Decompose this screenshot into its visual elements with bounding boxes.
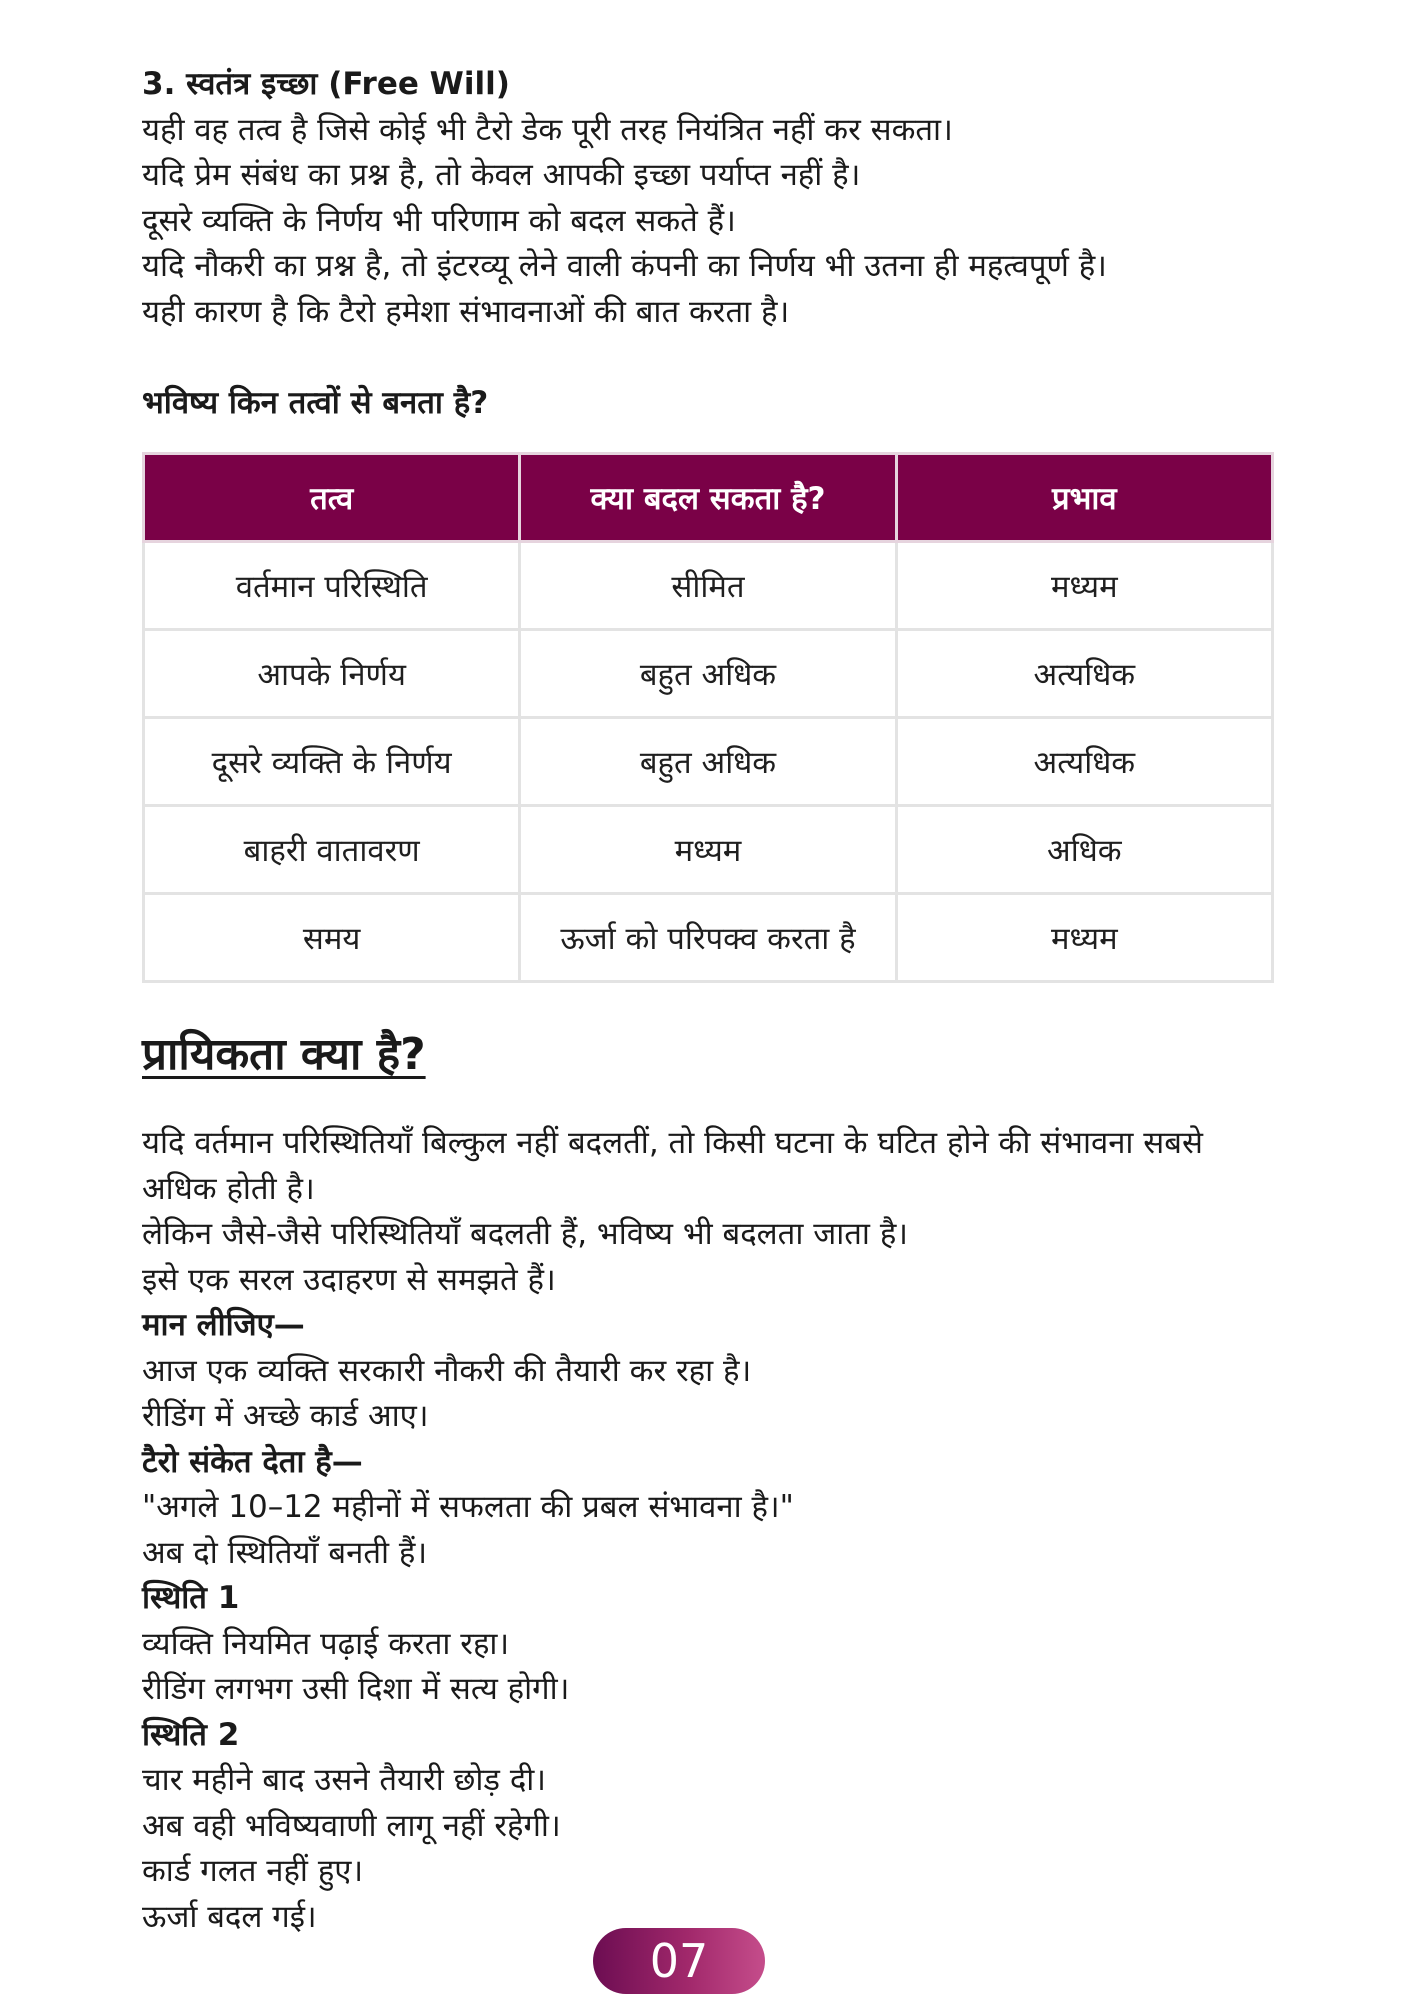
table-cell: मध्यम bbox=[520, 806, 896, 894]
case-1-line-2: रीडिंग लगभग उसी दिशा में सत्य होगी। bbox=[142, 1671, 570, 1707]
probability-line-2: लेकिन जैसे-जैसे परिस्थितियाँ बदलती हैं, भविष्य भी बदलता जाता है। bbox=[142, 1216, 909, 1252]
table-row bbox=[144, 542, 1273, 630]
table-header-changeable: क्या बदल सकता है? bbox=[520, 454, 896, 542]
free-will-line-2: यदि प्रेम संबंध का प्रश्न है, तो केवल आपकी इच्छा पर्याप्त नहीं है। bbox=[142, 157, 861, 193]
probability-paragraph: यदि वर्तमान परिस्थितियाँ बिल्कुल नहीं बदलतीं, तो किसी घटना के घटित होने की संभावना सबसे अधिक होती है। bbox=[142, 1125, 1203, 1207]
free-will-line-5: यही कारण है कि टैरो हमेशा संभावनाओं की बात करता है। bbox=[142, 293, 790, 330]
table-cell: दूसरे व्यक्ति के निर्णय bbox=[144, 718, 520, 806]
table-cell: बहुत अधिक bbox=[520, 718, 896, 806]
assume-label: मान लीजिए— bbox=[142, 1307, 305, 1343]
free-will-title: 3. स्वतंत्र इच्छा (Free Will) bbox=[142, 66, 510, 102]
case-2-line-3: कार्ड गलत नहीं हुए। bbox=[142, 1853, 364, 1889]
table-cell: अत्यधिक bbox=[896, 718, 1272, 806]
table-row bbox=[144, 806, 1273, 894]
table-cell: बहुत अधिक bbox=[520, 630, 896, 718]
assume-line-1: आज एक व्यक्ति सरकारी नौकरी की तैयारी कर रहा है। bbox=[142, 1352, 752, 1389]
table-header-impact: प्रभाव bbox=[896, 454, 1272, 542]
free-will-line-3: दूसरे व्यक्ति के निर्णय भी परिणाम को बदल सकते हैं। bbox=[142, 202, 736, 239]
free-will-line-1: यही वह तत्व है जिसे कोई भी टैरो डेक पूरी तरह नियंत्रित नहीं कर सकता। bbox=[142, 111, 953, 148]
case-1-line-1: व्यक्ति नियमित पढ़ाई करता रहा। bbox=[142, 1625, 510, 1662]
case-2-label: स्थिति 2 bbox=[142, 1716, 240, 1753]
document-page bbox=[142, 62, 1274, 1940]
probability-heading: प्रायिकता क्या है? bbox=[142, 1029, 426, 1080]
case-2-line-1: चार महीने बाद उसने तैयारी छोड़ दी। bbox=[142, 1762, 547, 1798]
table-cell: वर्तमान परिस्थिति bbox=[144, 542, 520, 630]
case-2-line-2: अब वही भविष्यवाणी लागू नहीं रहेगी। bbox=[142, 1807, 561, 1844]
table-cell: ऊर्जा को परिपक्व करता है bbox=[520, 894, 896, 982]
table-cell: अत्यधिक bbox=[896, 630, 1272, 718]
assume-line-2: रीडिंग में अच्छे कार्ड आए। bbox=[142, 1398, 429, 1434]
table-row bbox=[144, 894, 1273, 982]
future-elements-table bbox=[142, 452, 1274, 983]
table-cell: आपके निर्णय bbox=[144, 630, 520, 718]
table-cell: अधिक bbox=[896, 806, 1272, 894]
table-cell: सीमित bbox=[520, 542, 896, 630]
free-will-line-4: यदि नौकरी का प्रश्न है, तो इंटरव्यू लेने वाली कंपनी का निर्णय भी उतना ही महत्वपूर्ण है। bbox=[142, 248, 1107, 284]
case-2-line-4: ऊर्जा बदल गई। bbox=[142, 1898, 317, 1935]
table-cell: बाहरी वातावरण bbox=[144, 806, 520, 894]
table-header-row bbox=[144, 454, 1273, 542]
table-heading: भविष्य किन तत्वों से बनता है? bbox=[142, 385, 489, 421]
table-cell: मध्यम bbox=[896, 894, 1272, 982]
table-row bbox=[144, 630, 1273, 718]
table-cell: मध्यम bbox=[896, 542, 1272, 630]
case-1-label: स्थिति 1 bbox=[142, 1580, 240, 1616]
page-number-badge: 07 bbox=[593, 1928, 765, 1994]
tarot-label: टैरो संकेत देता है— bbox=[142, 1443, 363, 1480]
table-header-element: तत्व bbox=[144, 454, 520, 542]
tarot-line-2: अब दो स्थितियाँ बनती हैं। bbox=[142, 1534, 428, 1571]
table-row bbox=[144, 718, 1273, 806]
table-cell: समय bbox=[144, 894, 520, 982]
tarot-line-1: "अगले 10–12 महीनों में सफलता की प्रबल संभावना है।" bbox=[142, 1489, 794, 1525]
probability-line-3: इसे एक सरल उदाहरण से समझते हैं। bbox=[142, 1261, 556, 1298]
